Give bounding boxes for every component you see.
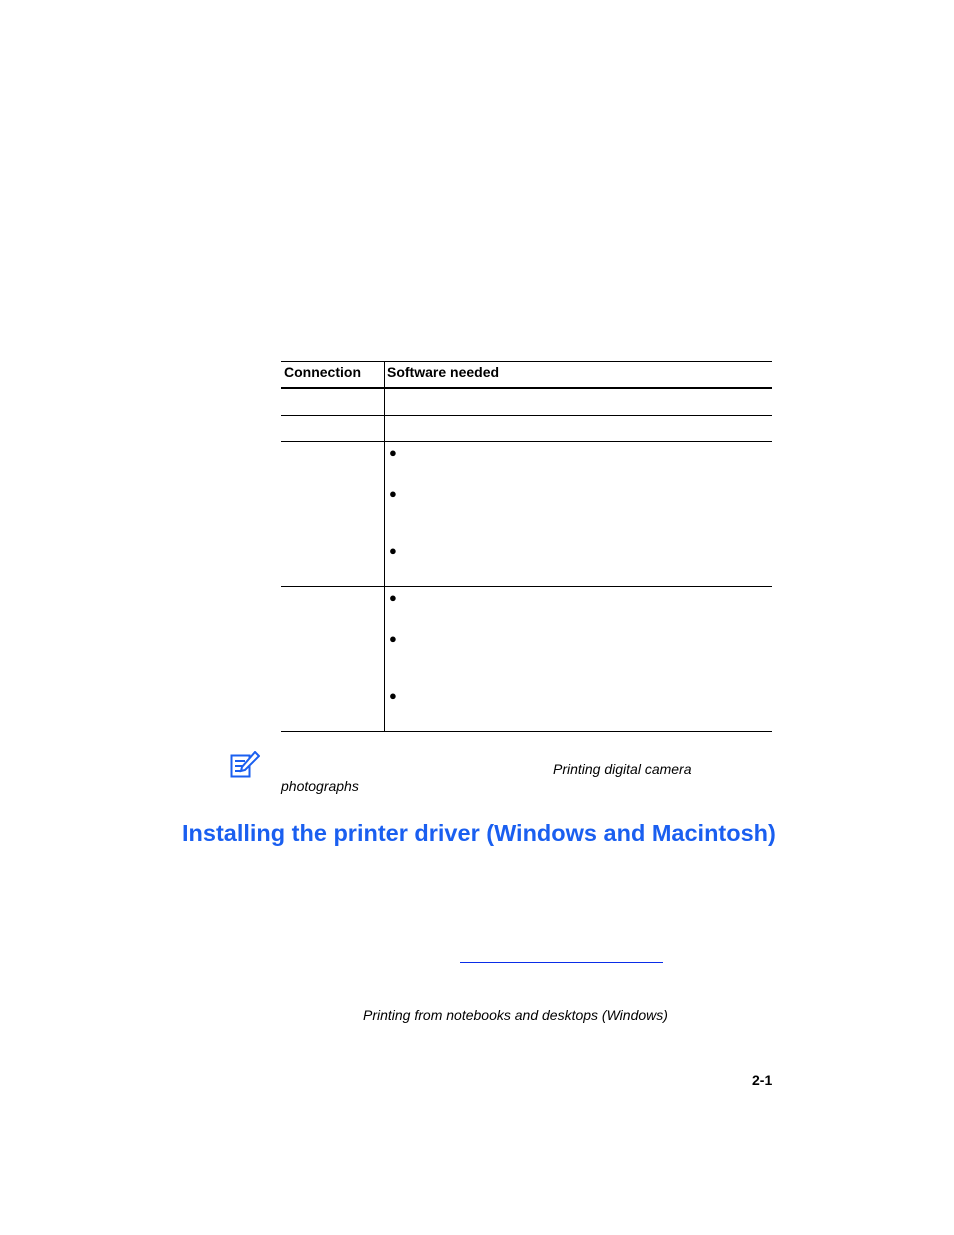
table-row-rule [281,415,772,416]
table-bottom-rule [281,731,772,732]
bullet-icon: ● [389,590,397,605]
table-column-divider [384,361,385,731]
bullet-icon: ● [389,688,397,703]
header-software-needed: Software needed [387,364,500,380]
table-row-rule [281,441,772,442]
section-reference: Printing from notebooks and desktops (Windows) [363,1007,668,1023]
bullet-icon: ● [389,445,397,460]
bullet-icon: ● [389,543,397,558]
page-number: 2-1 [752,1072,773,1088]
header-connection: Connection [284,364,361,380]
note-reference-line2: photographs [281,778,359,794]
bullet-icon: ● [389,486,397,501]
note-reference-line1: Printing digital camera [553,761,692,777]
bullet-icon: ● [389,631,397,646]
table-row-rule [281,586,772,587]
table-top-rule [281,361,772,362]
hyperlink-underline[interactable] [460,962,663,963]
section-heading: Installing the printer driver (Windows and Macintosh) [182,820,776,846]
table-header-rule [281,387,772,389]
note-pencil-icon [230,751,260,779]
